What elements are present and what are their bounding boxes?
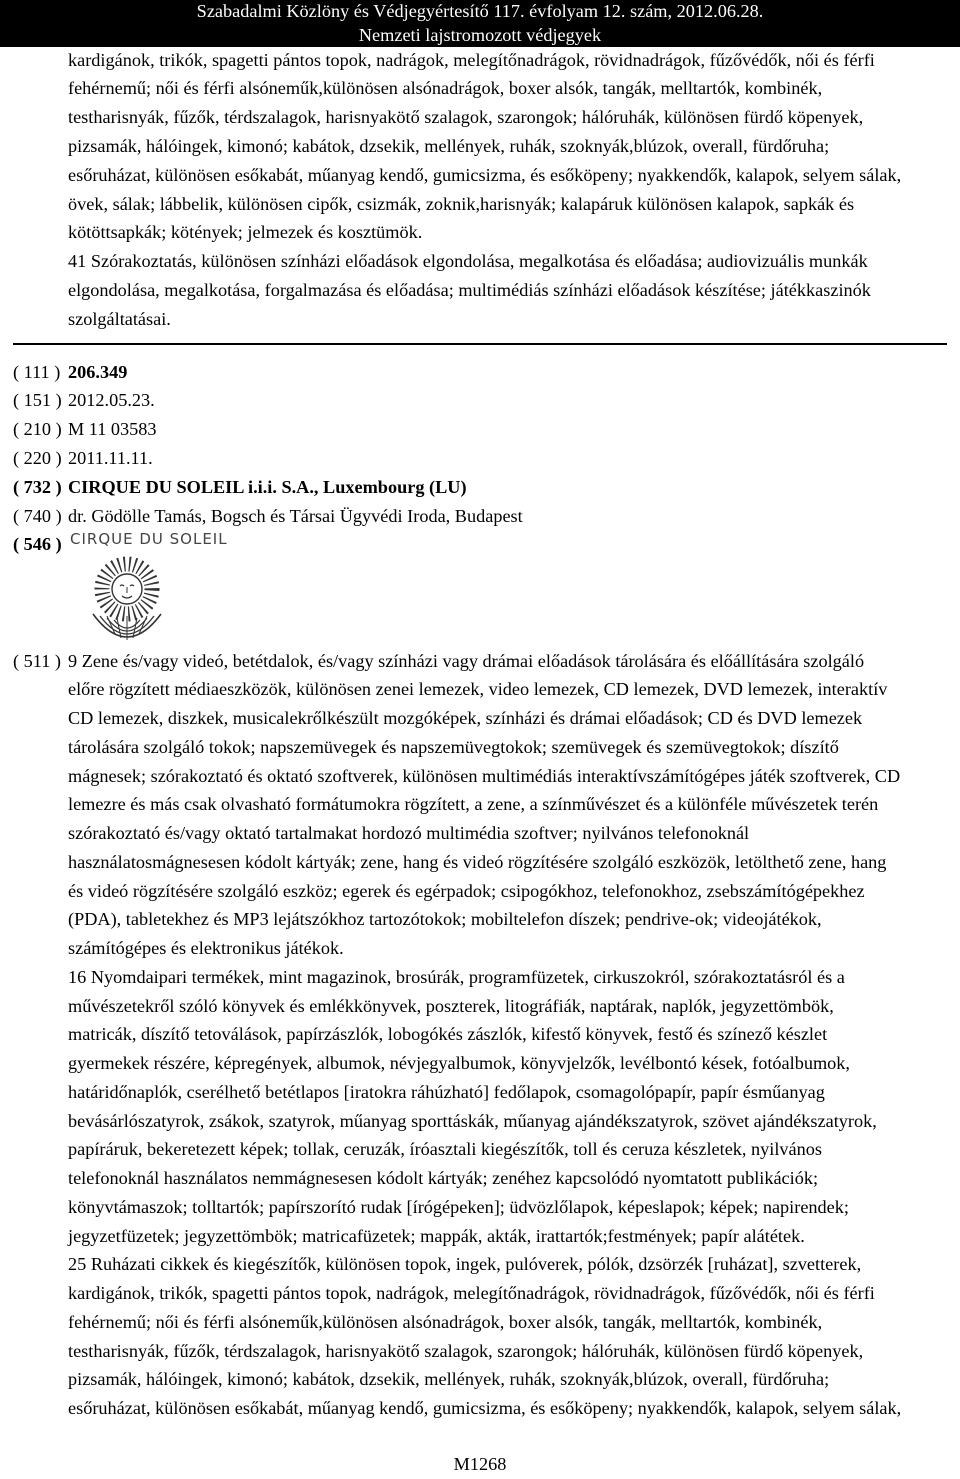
field-151-code: ( 151 ): [13, 390, 62, 411]
text-line: pizsamák, hálóingek, kimonó; kabátok, dzsekik, mellények, ruhák, szoknyák,blúzok, overall, fürdőruha;: [68, 1369, 830, 1390]
gazette-header: [0, 0, 960, 47]
registration-number: 206.349: [68, 361, 128, 382]
text-line: tárolására szolgáló tokok; napszemüvegek és napszemüvegtokok; szemüvegek és szemüvegtokok; díszítő: [68, 736, 839, 757]
record-fields: [13, 358, 523, 560]
goods-and-services: [13, 647, 901, 1423]
text-line: 16 Nyomdaipari termékek, mint magazinok, brosúrák, programfüzetek, cirkuszokról, szórakoztatásról és a: [68, 966, 845, 987]
text-line: használatosmágnesesen kódolt kártyák; zene, hang és videó rögzítésére szolgáló eszközök, letölthető zene, hang: [68, 851, 887, 872]
text-line: 41 Szórakoztatás, különösen színházi előadások elgondolása, megalkotása és előadása; audiovizuális munkák: [68, 251, 868, 272]
text-line: elgondolása, megalkotása, forgalmazása és előadása; multimédiás színházi előadások készítése; játékkaszinók: [68, 279, 871, 300]
field-220: [13, 444, 523, 473]
text-line: pizsamák, hálóingek, kimonó; kabátok, dzsekik, mellények, ruhák, szoknyák,blúzok, overall, fürdőruha;: [68, 135, 830, 156]
text-line: előre rögzített médiaeszközök, különösen zenei lemezek, video lemezek, CD lemezek, DVD lemezek, interaktív: [68, 679, 888, 700]
text-line: övek, sálak; lábbelik, különösen cipők, csizmák, zoknik,harisnyák; kalapáruk különösen kalapok, sapkák és: [68, 193, 855, 214]
field-151: [13, 386, 523, 415]
text-line: könyvtámaszok; tolltartók; papírszorító rudak [írógépeken]; üdvözlőlapok, képeslapok; képek; napirendek;: [68, 1196, 849, 1217]
field-220-code: ( 220 ): [13, 447, 62, 468]
registration-date: 2012.05.23.: [68, 390, 155, 411]
text-line: lemezre és más csak olvasható formátumokra rögzített, a zene, a színművészet és a különféle művészetek terén: [68, 794, 879, 815]
text-line: jegyzetfüzetek; jegyzettömbök; matricafüzetek; mappák, akták, irattartók;festmények; papír alátétek.: [68, 1225, 805, 1246]
text-line: CD lemezek, diszkek, musicalekrőlkészült mozgóképek, színházi és drámai előadások; CD és DVD lemezek: [68, 708, 863, 729]
text-line: gyermekek részére, képregények, albumok, névjegyalbumok, könyvjelzők, levélbontó kések, fotóalbumok,: [68, 1053, 850, 1074]
gazette-title: Szabadalmi Közlöny és Védjegyértesítő 117. évfolyam 12. szám, 2012.06.28.: [196, 1, 764, 21]
field-740: [13, 502, 523, 531]
filing-date: 2011.11.11.: [68, 447, 153, 468]
text-line: telefonoknál használatos nemmágnesesen kódolt kártyák; zenéhez kapcsolódó nyomtatott publikációk;: [68, 1168, 819, 1189]
text-line: kardigánok, trikók, spagetti pántos topok, nadrágok, melegítőnadrágok, rövidnadrágok, fűzővédők, női és férfi: [68, 1283, 875, 1304]
application-number: M 11 03583: [68, 419, 157, 440]
continued-goods-text: [68, 46, 901, 334]
text-line: 25 Ruházati cikkek és kiegészítők, különösen topok, ingek, pulóverek, pólók, dzsörzék [ruházat], szvetterek,: [68, 1254, 862, 1275]
field-111-code: ( 111 ): [13, 361, 61, 382]
holder-name: CIRQUE DU SOLEIL i.i.i. S.A., Luxembourg (LU): [68, 476, 467, 497]
field-732-code: ( 732 ): [13, 476, 62, 497]
goods-first-line: [13, 647, 901, 676]
field-740-code: ( 740 ): [13, 505, 62, 526]
text-line: szórakoztató és/vagy oktató tartalmakat hordozó multimédia szoftver; nyilvános telefonoknál: [68, 823, 750, 844]
text-line: fehérnemű; női és férfi alsóneműk,különösen alsónadrágok, boxer alsók, tangák, melltartók, kombinék,: [68, 78, 823, 99]
logo-wordmark: CIRQUE DU SOLEIL: [70, 530, 228, 548]
page-number: M1268: [453, 1454, 507, 1474]
text-line: esőruházat, különösen esőkabát, műanyag kendő, gumicsizma, és esőköpeny; nyakkendők, kalapok, selyem sálak,: [68, 164, 902, 185]
text-line: 9 Zene és/vagy videó, betétdalok, és/vagy színházi vagy drámai előadások tárolására és előállítására szolgáló: [68, 650, 865, 671]
text-line: kardigánok, trikók, spagetti pántos topok, nadrágok, melegítőnadrágok, rövidnadrágok, fűzővédők, női és férfi: [68, 49, 875, 70]
representative-name: dr. Gödölle Tamás, Bogsch és Társai Ügyvédi Iroda, Budapest: [68, 505, 523, 526]
sun-face-emblem-icon: [87, 556, 167, 644]
text-line: mágnesek; szórakoztató és oktató szoftverek, különösen multimédiás interaktívszámítógépes játék szoftverek, CD: [68, 765, 901, 786]
text-line: esőruházat, különösen esőkabát, műanyag kendő, gumicsizma, és esőköpeny; nyakkendők, kalapok, selyem sálak,: [68, 1398, 902, 1419]
section-title: Nemzeti lajstromozott védjegyek: [358, 25, 602, 45]
text-line: határidőnaplók, cserélhető betétlapos [iratokra ráhúzható] fedőlapok, csomagolópapír, papír ésműanyag: [68, 1081, 825, 1102]
text-line: (PDA), tabletekhez és MP3 lejátszókhoz tartozótokok; mobiltelefon díszek; pendrive-ok; videojátékok,: [68, 909, 822, 930]
text-line: fehérnemű; női és férfi alsóneműk,különösen alsónadrágok, boxer alsók, tangák, melltartók, kombinék,: [68, 1311, 823, 1332]
text-line: számítógépes és elektronikus játékok.: [68, 938, 344, 959]
text-line: szolgáltatásai.: [68, 308, 171, 329]
field-546-code: ( 546 ): [13, 534, 62, 555]
text-line: kötöttsapkák; kötények; jelmezek és kosztümök.: [68, 222, 423, 243]
text-line: művészetekről szóló könyvek és emlékkönyvek, poszterek, litográfiák, naptárak, naplók, jegyzettömbök,: [68, 995, 834, 1016]
text-line: matricák, díszítő tetoválások, papírzászlók, lobogókés zászlók, kifestő könyvek, festő és színező készlet: [68, 1024, 828, 1045]
text-line: bevásárlószatyrok, zsákok, szatyrok, műanyag sporttáskák, műanyag ajándékszatyrok, szövet ajándékszatyrok,: [68, 1110, 877, 1131]
field-210: [13, 415, 523, 444]
text-line: és videó rögzítésére szolgáló eszköz; egerek és egérpadok; csipogókhoz, telefonokhoz, zsebszámítógépekhez: [68, 880, 865, 901]
field-210-code: ( 210 ): [13, 419, 62, 440]
text-line: testharisnyák, fűzők, térdszalagok, harisnyakötő szalagok, szarongok; hálóruhák, különösen fürdő köpenyek,: [68, 1340, 864, 1361]
field-111: [13, 358, 523, 387]
field-732: [13, 473, 523, 502]
record-divider: [13, 343, 947, 345]
field-511-code: ( 511 ): [13, 650, 61, 671]
text-line: papíráruk, bekeretezett képek; tollak, ceruzák, íróasztali kiegészítők, toll és ceruza készletek, nyilvános: [68, 1139, 823, 1160]
text-line: testharisnyák, fűzők, térdszalagok, harisnyakötő szalagok, szarongok; hálóruhák, különösen fürdő köpenyek,: [68, 107, 864, 128]
